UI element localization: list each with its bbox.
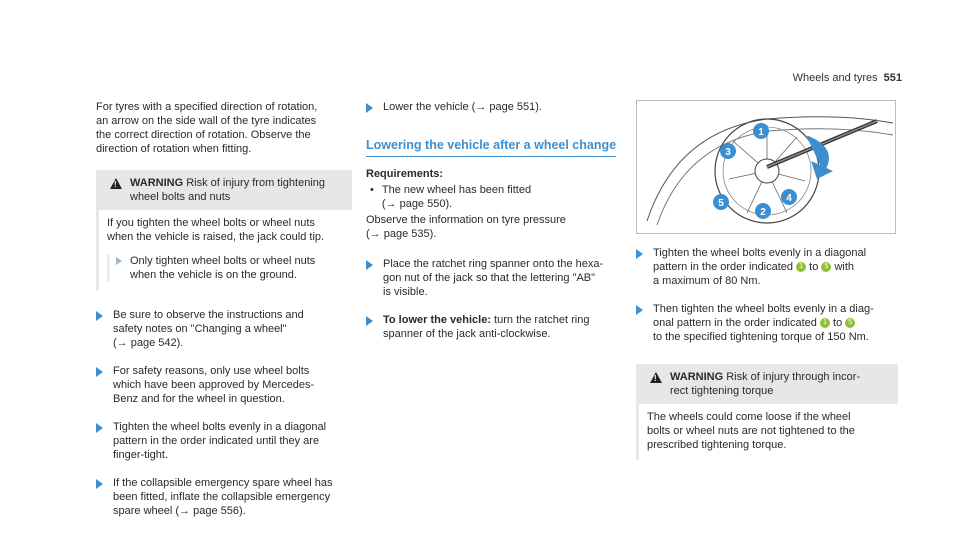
requirements-label: Requirements: — [366, 168, 444, 180]
requirement-text: The new wheel has been fitted (→ page 550). — [381, 184, 532, 210]
step-text: Lower the vehicle (→ page 551). — [383, 101, 542, 113]
step-arrow-icon — [636, 249, 643, 259]
step-arrow-icon — [116, 257, 122, 265]
warning-sub-text: Only tighten wheel bolts or wheel nuts when the vehicle is on the ground. — [130, 255, 316, 281]
step-1 — [96, 308, 352, 350]
section-heading: Lowering the vehicle after a wheel change — [366, 138, 616, 157]
number-badge-5: 5 — [821, 262, 831, 272]
step-text: Place the ratchet ring spanner onto the hexa- gon nut of the jack so that the lettering "AB" is visible. — [383, 258, 604, 298]
wheel-illustration — [637, 101, 895, 233]
warning-header — [636, 364, 898, 404]
warning-box-torque — [636, 364, 898, 460]
step-4 — [96, 476, 352, 518]
warning-body — [96, 210, 352, 290]
warning-text: The wheels could come loose if the wheel bolts or wheel nuts are not tightened to the prescribed tightening torque. — [647, 411, 855, 451]
intro-text: For tyres with a specified direction of rotation, an arrow on the side wall of the tyre indicates the correct direction of rotation. Observe the direction of rotation when fitting. — [96, 101, 318, 155]
step-text: Be sure to observe the instructions and safety notes on "Changing a wheel" (→ page 542). — [113, 309, 304, 349]
step-arrow-icon — [96, 479, 103, 489]
warning-title: WARNING Risk of injury through incor- rect tightening torque — [670, 371, 861, 397]
page-number: 551 — [883, 72, 902, 84]
number-badge-1: 1 — [820, 318, 830, 328]
step-2 — [96, 364, 352, 406]
step-text: Tighten the wheel bolts evenly in a diagonal pattern in the order indicated until they are finger-tight. — [113, 421, 327, 461]
warning-icon: ! — [110, 178, 122, 189]
requirement-item — [366, 183, 622, 211]
figure-number-1: 1 — [758, 127, 764, 138]
warning-icon: ! — [650, 372, 662, 383]
observe-text: Observe the information on tyre pressure (→ page 535). — [366, 214, 566, 240]
step-arrow-icon — [96, 311, 103, 321]
wheel-bolt-figure — [636, 100, 896, 234]
step-text: If the collapsible emergency spare wheel has been fitted, inflate the collapsible emergency spare wheel (→ page 556). — [113, 477, 333, 517]
column-1 — [96, 100, 352, 518]
column-3 — [636, 246, 898, 460]
number-badge-5: 5 — [845, 318, 855, 328]
step-arrow-icon — [96, 423, 103, 433]
step-arrow-icon — [636, 305, 643, 315]
warning-text: If you tighten the wheel bolts or wheel nuts when the vehicle is raised, the jack could tip. — [107, 217, 325, 243]
number-badge-1: 1 — [796, 262, 806, 272]
bullet-icon: • — [370, 184, 374, 196]
figure-number-5: 5 — [718, 198, 724, 209]
step-arrow-icon — [366, 316, 373, 326]
step-text: For safety reasons, only use wheel bolts which have been approved by Mercedes- Benz and for the wheel in question. — [113, 365, 315, 405]
step-tighten-80 — [636, 246, 898, 288]
figure-number-4: 4 — [786, 193, 792, 204]
warning-title: WARNING Risk of injury from tightening wheel bolts and nuts — [130, 177, 326, 203]
warning-body — [636, 404, 898, 460]
step-tighten-150 — [636, 302, 898, 344]
step-text: Then tighten the wheel bolts evenly in a diag- onal pattern in the order indicated 1 to 5 to the specified tightening torque of 150 Nm. — [653, 303, 874, 343]
step-arrow-icon — [96, 367, 103, 377]
step-text: To lower the vehicle: turn the ratchet ring spanner of the jack anti-clockwise. — [383, 314, 590, 340]
warning-box — [96, 170, 352, 290]
step-3 — [96, 420, 352, 462]
step-arrow-icon — [366, 103, 373, 113]
warning-header — [96, 170, 352, 210]
step-arrow-icon — [366, 260, 373, 270]
step-place-spanner — [366, 257, 622, 299]
column-2 — [366, 100, 622, 341]
section-heading-wrap — [366, 136, 622, 157]
step-lower-vehicle — [366, 313, 622, 341]
step-lower — [366, 100, 622, 114]
figure-number-2: 2 — [760, 207, 766, 218]
step-text: Tighten the wheel bolts evenly in a diagonal pattern in the order indicated 1 to 5 with a maximum of 80 Nm. — [653, 247, 867, 287]
running-header — [793, 72, 902, 84]
section-title: Wheels and tyres — [792, 72, 878, 84]
figure-number-3: 3 — [725, 147, 731, 158]
warning-sub-step — [107, 254, 344, 282]
